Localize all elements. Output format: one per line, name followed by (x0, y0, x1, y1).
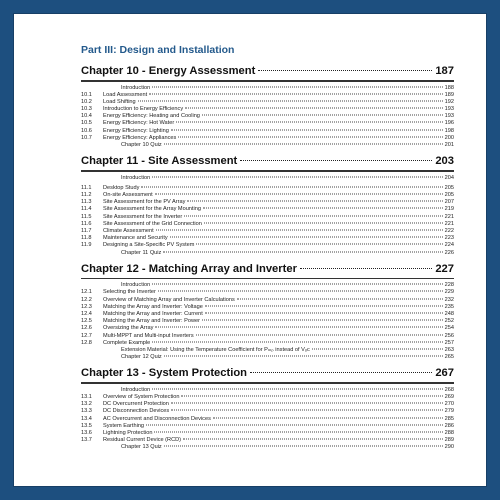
toc-entry (81, 214, 454, 221)
toc-entry (81, 250, 454, 257)
chapter-section (81, 262, 454, 362)
toc-entry (81, 297, 454, 304)
dot-leader (213, 417, 443, 418)
dot-leader (152, 86, 442, 87)
toc-entry (81, 333, 454, 340)
section-number: 10.6 (81, 127, 92, 134)
entry-page-number: 279 (444, 408, 454, 415)
toc-entry (81, 423, 454, 430)
entry-label: Energy Efficiency: Hot Water (103, 120, 175, 127)
toc-entry (81, 242, 454, 249)
entry-page-number: 196 (444, 120, 454, 127)
entry-label: Multi-MPPT and Multi-input Inverters (103, 332, 194, 339)
entry-page-number: 224 (444, 242, 454, 249)
dot-leader (171, 410, 442, 411)
entry-page-number: 265 (444, 354, 454, 361)
part-title: Part III: Design and Installation (81, 44, 235, 56)
dot-leader (164, 446, 443, 447)
dot-leader (205, 305, 443, 306)
dot-leader (202, 320, 443, 321)
entry-page-number: 188 (444, 84, 454, 91)
entry-page-number: 268 (444, 386, 454, 393)
dot-leader (187, 201, 442, 202)
section-number: 11.9 (81, 242, 92, 249)
toc-content (81, 43, 454, 452)
chapter-title: Chapter 10 - Energy Assessment (81, 65, 256, 77)
section-number: 13.4 (81, 415, 92, 422)
toc-entry (81, 228, 454, 235)
dot-leader (171, 403, 443, 404)
dot-leader (164, 356, 443, 357)
toc-entry (81, 206, 454, 213)
toc-entry (81, 318, 454, 325)
toc-entry (81, 304, 454, 311)
chapter-page-number: 187 (435, 65, 454, 77)
entry-label: Chapter 12 Quiz (121, 354, 162, 361)
chapter-page-number: 267 (435, 367, 454, 380)
dot-leader (156, 230, 443, 231)
entry-page-number: 189 (444, 91, 454, 98)
entry-label: Energy Efficiency: Heating and Cooling (103, 113, 200, 120)
dot-leader (152, 284, 442, 285)
entry-page-number: 288 (444, 429, 454, 436)
toc-entry (81, 85, 454, 92)
entry-label: Site Assessment of the Grid Connection (103, 220, 202, 227)
entry-page-number: 205 (444, 184, 454, 191)
dot-leader (258, 70, 432, 71)
section-number: 12.7 (81, 332, 92, 339)
toc-entry (81, 282, 454, 289)
section-number: 13.2 (81, 401, 92, 408)
entry-page-number: 269 (444, 394, 454, 400)
entry-page-number: 205 (444, 192, 454, 199)
dot-leader (171, 129, 443, 130)
entry-page-number: 229 (444, 289, 454, 296)
toc-entry (81, 106, 454, 113)
dot-leader (164, 144, 443, 145)
section-number: 12.2 (81, 296, 92, 303)
entry-label: Site Assessment for the Inverter (103, 213, 183, 220)
dot-leader (184, 215, 442, 216)
entry-page-number: 193 (444, 106, 454, 113)
entry-page-number: 289 (444, 437, 454, 444)
entry-page-number: 222 (444, 228, 454, 234)
toc-entry (81, 354, 454, 361)
dot-leader (149, 93, 443, 94)
chapter-heading (81, 366, 454, 380)
toc-entry (81, 185, 454, 192)
dot-leader (183, 439, 443, 440)
entry-label: Introduction (121, 386, 151, 393)
toc-entry (81, 221, 454, 228)
section-number: 10.5 (81, 120, 92, 127)
toc-entry (81, 347, 454, 354)
section-number: 11.2 (81, 192, 92, 199)
toc-entry (81, 142, 454, 149)
dot-leader (203, 208, 443, 209)
entry-page-number: 221 (444, 213, 454, 220)
dot-leader (250, 372, 432, 373)
entry-page-number: 252 (444, 318, 454, 325)
chapter-page-number: 227 (435, 262, 454, 275)
entry-label: Matching the Array and Inverter: Power (103, 318, 201, 325)
toc-entry (81, 113, 454, 120)
chapter-rule (81, 278, 454, 280)
toc-entry (81, 325, 454, 332)
entry-label: Load Assessment (103, 91, 148, 98)
dot-leader (205, 313, 443, 314)
chapter-title: Chapter 11 - Site Assessment (81, 155, 238, 168)
chapter-section (81, 64, 454, 149)
entry-label: Matching the Array and Inverter: Voltage (103, 303, 203, 310)
toc-entry (81, 437, 454, 444)
toc-entry (81, 430, 454, 437)
entry-page-number: 248 (444, 311, 454, 317)
chapter-title: Chapter 13 - System Protection (81, 367, 247, 380)
toc-entry (81, 311, 454, 318)
section-number: 11.3 (81, 199, 92, 206)
entry-page-number: 219 (444, 206, 454, 213)
entry-page-number: 198 (444, 127, 454, 134)
dot-leader (154, 431, 442, 432)
dot-leader (300, 268, 432, 269)
section-number: 10.7 (81, 134, 92, 141)
toc-entry (81, 289, 454, 296)
entry-page-number: 235 (444, 303, 454, 310)
entry-label: Complete Example (103, 339, 151, 346)
entry-page-number: 286 (444, 422, 454, 429)
entry-label: Chapter 11 Quiz (121, 249, 162, 256)
dot-leader (170, 237, 443, 238)
entry-label: Selecting the Inverter (103, 289, 156, 296)
section-number: 11.6 (81, 220, 92, 227)
entry-label: Chapter 10 Quiz (121, 142, 162, 148)
entry-page-number: 228 (444, 282, 454, 289)
entry-page-number: 226 (444, 249, 454, 256)
toc-entry (81, 92, 454, 99)
entry-page-number: 290 (444, 444, 454, 451)
entry-label: System Earthing (103, 422, 145, 429)
entry-page-number: 207 (444, 199, 454, 206)
entry-label: Introduction (121, 174, 151, 181)
section-number: 10.3 (81, 106, 92, 113)
entry-label: On-site Assessment (103, 192, 153, 199)
toc-entry (81, 416, 454, 423)
section-number: 11.1 (81, 184, 92, 191)
chapter-heading (81, 262, 454, 276)
dot-leader (158, 291, 443, 292)
entry-page-number: 285 (444, 415, 454, 422)
dot-leader (202, 115, 443, 116)
toc-entry (81, 135, 454, 142)
dot-leader (240, 160, 432, 161)
toc-entry (81, 235, 454, 242)
entry-label: Climate Assessment (103, 228, 154, 234)
dot-leader (163, 251, 442, 252)
chapter-title: Chapter 12 - Matching Array and Inverter (81, 262, 297, 275)
section-number: 12.6 (81, 325, 92, 332)
chapter-section (81, 154, 454, 257)
chapter-page-number: 203 (435, 155, 454, 168)
entry-label: Desktop Study (103, 184, 140, 191)
section-number: 13.6 (81, 429, 92, 436)
dot-leader (181, 396, 442, 397)
toc-entry (81, 408, 454, 415)
chapter-rule (81, 80, 454, 82)
entry-page-number: 192 (444, 98, 454, 105)
entry-label: DC Overcurrent Protection (103, 401, 169, 408)
entry-page-number: 200 (444, 134, 454, 141)
dot-leader (138, 100, 443, 101)
entry-label: Chapter 13 Quiz (121, 444, 162, 451)
dot-leader (152, 176, 442, 177)
entry-label: Extension Material: Using the Temperature Coefficient for Pₘₚ instead of Vₒc (121, 346, 310, 353)
dot-leader (155, 194, 443, 195)
section-number: 11.7 (81, 228, 92, 234)
section-number: 11.5 (81, 213, 92, 220)
section-number: 10.2 (81, 98, 92, 105)
entry-label: Energy Efficiency: Appliances (103, 134, 177, 141)
toc-entry (81, 199, 454, 206)
section-number: 12.1 (81, 289, 92, 296)
entry-label: Introduction to Energy Efficiency (103, 106, 184, 113)
dot-leader (152, 341, 442, 342)
entry-label: Matching the Array and Inverter: Current (103, 311, 203, 317)
entry-page-number: 254 (444, 325, 454, 332)
entry-page-number: 257 (444, 339, 454, 346)
dot-leader (176, 122, 442, 123)
toc-entry (81, 192, 454, 199)
dot-leader (196, 334, 443, 335)
dot-leader (196, 244, 442, 245)
entry-page-number: 221 (444, 220, 454, 227)
section-number: 12.5 (81, 318, 92, 325)
entry-page-number: 223 (444, 235, 454, 242)
entry-label: Residual Current Device (RCD) (103, 437, 182, 444)
section-number: 13.5 (81, 422, 92, 429)
entry-page-number: 201 (444, 142, 454, 148)
section-number: 11.8 (81, 235, 92, 242)
toc-entry (81, 394, 454, 401)
section-number: 12.4 (81, 311, 92, 317)
toc-entry (81, 444, 454, 451)
toc-page (13, 13, 487, 487)
entry-label: Oversizing the Array (103, 325, 154, 332)
entry-page-number: 204 (444, 174, 454, 181)
entry-page-number: 193 (444, 113, 454, 120)
dot-leader (237, 298, 443, 299)
chapter-section (81, 366, 454, 451)
chapter-list (81, 64, 454, 452)
chapter-heading (81, 154, 454, 168)
dot-leader (178, 136, 442, 137)
dot-leader (141, 186, 442, 187)
toc-entry (81, 340, 454, 347)
entry-label: Introduction (121, 84, 151, 91)
entry-label: Load Shifting (103, 98, 136, 105)
section-number: 13.1 (81, 394, 92, 400)
entry-label: Designing a Site-Specific PV System (103, 242, 195, 249)
entry-label: Introduction (121, 282, 151, 289)
dot-leader (204, 222, 443, 223)
entry-label: DC Disconnection Devices (103, 408, 170, 415)
section-number: 12.3 (81, 303, 92, 310)
section-number: 13.7 (81, 437, 92, 444)
section-number: 12.8 (81, 339, 92, 346)
toc-entry (81, 120, 454, 127)
entry-label: Lightning Protection (103, 429, 153, 436)
dot-leader (312, 348, 443, 349)
section-number: 10.1 (81, 91, 92, 98)
section-number: 11.4 (81, 206, 92, 213)
chapter-rule (81, 382, 454, 384)
section-number: 13.3 (81, 408, 92, 415)
entry-page-number: 256 (444, 332, 454, 339)
entry-page-number: 232 (444, 296, 454, 303)
entry-label: Maintenance and Security (103, 235, 168, 242)
dot-leader (185, 108, 443, 109)
entry-page-number: 270 (444, 401, 454, 408)
entry-label: Energy Efficiency: Lighting (103, 127, 169, 134)
entry-label: Site Assessment for the PV Array (103, 199, 186, 206)
entry-page-number: 263 (444, 346, 454, 353)
toc-entry (81, 128, 454, 135)
section-number: 10.4 (81, 113, 92, 120)
dot-leader (152, 388, 442, 389)
chapter-rule (81, 170, 454, 172)
entry-label: AC Overcurrent and Disconnection Devices (103, 415, 211, 422)
chapter-heading (81, 64, 454, 78)
dot-leader (155, 327, 442, 328)
toc-entry (81, 175, 454, 182)
toc-entry (81, 401, 454, 408)
entry-label: Overview of System Protection (103, 394, 180, 400)
toc-entry (81, 387, 454, 394)
entry-label: Site Assessment for the Array Mounting (103, 206, 201, 213)
entry-label: Overview of Matching Array and Inverter Calculations (103, 296, 235, 303)
dot-leader (146, 424, 443, 425)
toc-entry (81, 99, 454, 106)
